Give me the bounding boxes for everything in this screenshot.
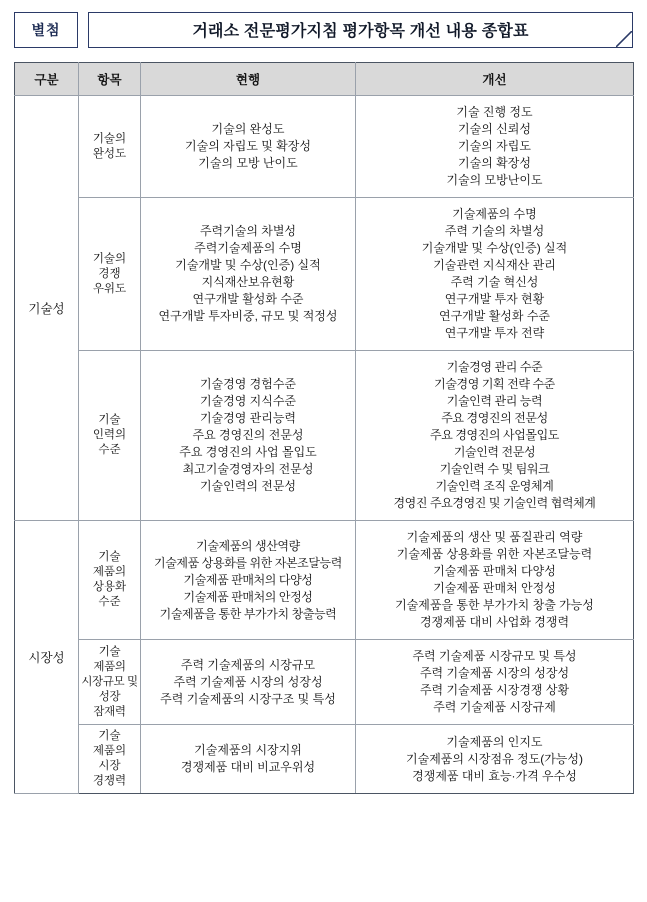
- item-line: 기술: [98, 414, 121, 426]
- item-line: 우위도: [92, 282, 127, 295]
- current-line: 주력 기술제품의 시장규모: [180, 657, 316, 672]
- improved-line: 주력 기술제품 시장경쟁 상황: [419, 683, 570, 697]
- improved-line: 주력 기술제품 시장규모 및 특성: [412, 649, 577, 663]
- improved-line: 경쟁제품 대비 효능·가격 우수성: [412, 768, 577, 783]
- improved-line: 기술의 확장성: [458, 156, 531, 170]
- improved-line: 기술경영 관리 수준: [446, 360, 543, 374]
- improved-line: 기술제품의 수명: [452, 207, 537, 221]
- item-line: 경쟁: [98, 267, 121, 280]
- item-cell: [79, 351, 141, 521]
- column-header-division: 구분: [15, 63, 79, 96]
- improved-line: 기술경영 기획 전략 수준: [434, 377, 555, 391]
- item-line: 시장규모 및: [81, 675, 138, 688]
- item-line: 잠재력: [93, 705, 126, 718]
- item-line: 기술: [98, 551, 121, 563]
- improved-cell: [356, 96, 634, 198]
- current-line: 주력기술의 차별성: [199, 224, 297, 238]
- improved-line: 주력 기술 혁신성: [450, 275, 539, 289]
- current-line: 기술경영 경험수준: [199, 377, 297, 391]
- item-cell: [79, 725, 141, 794]
- item-line: 기술: [98, 645, 121, 658]
- current-cell: [141, 96, 356, 198]
- table-row: [15, 640, 634, 725]
- improved-line: 기술의 자립도: [458, 139, 531, 153]
- current-line: 기술제품의 생산역량: [196, 538, 300, 553]
- column-header-improved: 개선: [356, 63, 634, 96]
- improved-line: 연구개발 활성화 수준: [439, 309, 550, 323]
- current-line: 지식재산보유현황: [201, 275, 295, 289]
- current-line: 주요 경영진의 전문성: [192, 428, 304, 442]
- item-line: 기술의: [92, 132, 127, 145]
- item-line: 기술: [98, 730, 121, 742]
- attachment-tag: [14, 12, 78, 48]
- improved-line: 기술 진행 정도: [456, 105, 533, 119]
- document-header: [14, 12, 633, 48]
- comparison-table: [14, 62, 634, 794]
- current-line: 경쟁제품 대비 비교우위성: [180, 760, 316, 774]
- improved-line: 기술제품의 시장점유 정도(가능성): [406, 751, 583, 766]
- current-line: 연구개발 투자비중, 규모 및 적정성: [158, 309, 338, 323]
- current-cell: [141, 521, 356, 640]
- improved-line: 기술인력 수 및 팀워크: [439, 462, 550, 476]
- item-line: 상용화: [92, 581, 127, 593]
- improved-line: 주력 기술의 차별성: [444, 224, 545, 238]
- item-cell: [79, 96, 141, 198]
- current-line: 주요 경영진의 사업 몰입도: [179, 445, 317, 459]
- document-title-box: [88, 12, 633, 48]
- current-line: 기술경영 지식수준: [199, 394, 297, 408]
- current-line: 기술개발 및 수상(인증) 실적: [175, 258, 321, 272]
- current-line: 기술제품 판매처의 안정성: [183, 589, 313, 604]
- improved-cell: [356, 351, 634, 521]
- column-header-current: 현행: [141, 63, 356, 96]
- item-line: 경쟁력: [92, 775, 127, 787]
- table-row: [15, 96, 634, 198]
- item-cell: [79, 521, 141, 640]
- current-line: 주력 기술제품의 시장구조 및 특성: [160, 691, 336, 706]
- improved-line: 기술관련 지식재산 관리: [433, 258, 556, 272]
- column-header-item: 항목: [79, 63, 141, 96]
- improved-line: 기술의 신뢰성: [458, 122, 531, 136]
- improved-line: 기술제품의 생산 및 품질관리 역량: [406, 530, 583, 544]
- improved-cell: [356, 521, 634, 640]
- improved-line: 주요 경영진의 전문성: [441, 411, 548, 425]
- table-header-row: [15, 63, 634, 96]
- dog-ear-fold-icon: [616, 31, 632, 47]
- table-row: [15, 521, 634, 640]
- attachment-tag-label: 별첨: [31, 22, 61, 38]
- item-line: 시장: [98, 760, 121, 772]
- improved-line: 기술의 모방난이도: [446, 173, 543, 187]
- current-line: 기술제품을 통한 부가가치 창출능력: [159, 606, 337, 621]
- current-line: 주력 기술제품 시장의 성장성: [173, 674, 323, 689]
- item-cell: [79, 640, 141, 725]
- current-line: 기술의 모방 난이도: [198, 156, 298, 170]
- current-line: 기술경영 관리능력: [199, 411, 297, 425]
- improved-line: 기술제품 판매처 안정성: [433, 581, 556, 595]
- improved-line: 경쟁제품 대비 사업화 경쟁력: [419, 615, 570, 629]
- current-cell: [141, 725, 356, 794]
- table-row: [15, 351, 634, 521]
- improved-line: 기술인력 전문성: [453, 445, 536, 459]
- current-line: 기술의 완성도: [211, 122, 285, 136]
- current-line: 기술제품 상용화를 위한 자본조달능력: [154, 555, 342, 570]
- improved-cell: [356, 640, 634, 725]
- item-line: 제품의: [92, 745, 127, 757]
- table-row: [15, 725, 634, 794]
- current-cell: [141, 640, 356, 725]
- current-line: 연구개발 활성화 수준: [192, 292, 304, 306]
- item-line: 제품의: [92, 566, 127, 578]
- item-cell: [79, 198, 141, 351]
- improved-cell: [356, 198, 634, 351]
- item-line: 인력의: [92, 429, 127, 441]
- improved-line: 주력 기술제품 시장규제: [433, 700, 556, 714]
- current-line: 최고기술경영자의 전문성: [182, 462, 314, 476]
- improved-line: 주력 기술제품 시장의 성장성: [419, 666, 570, 680]
- improved-line: 연구개발 투자 전략: [444, 326, 545, 340]
- item-line: 수준: [98, 596, 121, 608]
- improved-cell: [356, 725, 634, 794]
- improved-line: 기술개발 및 수상(인증) 실적: [421, 241, 568, 255]
- current-cell: [141, 198, 356, 351]
- improved-line: 기술제품의 인지도: [446, 734, 543, 749]
- current-line: 기술인력의 전문성: [199, 479, 297, 493]
- current-line: 주력기술제품의 수명: [194, 241, 302, 255]
- group-cell-market: 시장성: [15, 521, 79, 794]
- item-line: 기술의: [92, 252, 127, 265]
- page-title: 거래소 전문평가지침 평가항목 개선 내용 종합표: [192, 23, 529, 40]
- improved-line: 기술제품 판매처 다양성: [433, 564, 556, 578]
- improved-line: 연구개발 투자 현황: [444, 292, 545, 306]
- improved-line: 주요 경영진의 사업몰입도: [430, 428, 559, 442]
- improved-line: 기술제품을 통한 부가가치 창출 가능성: [395, 598, 594, 612]
- item-line: 성장: [98, 690, 121, 703]
- current-line: 기술제품 판매처의 다양성: [183, 572, 313, 587]
- current-cell: [141, 351, 356, 521]
- item-line: 완성도: [92, 147, 127, 160]
- current-line: 기술제품의 시장지위: [194, 743, 302, 757]
- improved-line: 경영진 주요경영진 및 기술인력 협력체계: [393, 496, 596, 510]
- improved-line: 기술인력 관리 능력: [446, 394, 543, 408]
- table-row: [15, 198, 634, 351]
- current-line: 기술의 자립도 및 확장성: [185, 139, 311, 153]
- item-line: 수준: [98, 444, 121, 456]
- improved-line: 기술인력 조직 운영체계: [435, 479, 554, 493]
- group-cell-technology: 기술성: [15, 96, 79, 521]
- item-line: 제품의: [93, 660, 126, 673]
- improved-line: 기술제품 상용화를 위한 자본조달능력: [396, 547, 593, 561]
